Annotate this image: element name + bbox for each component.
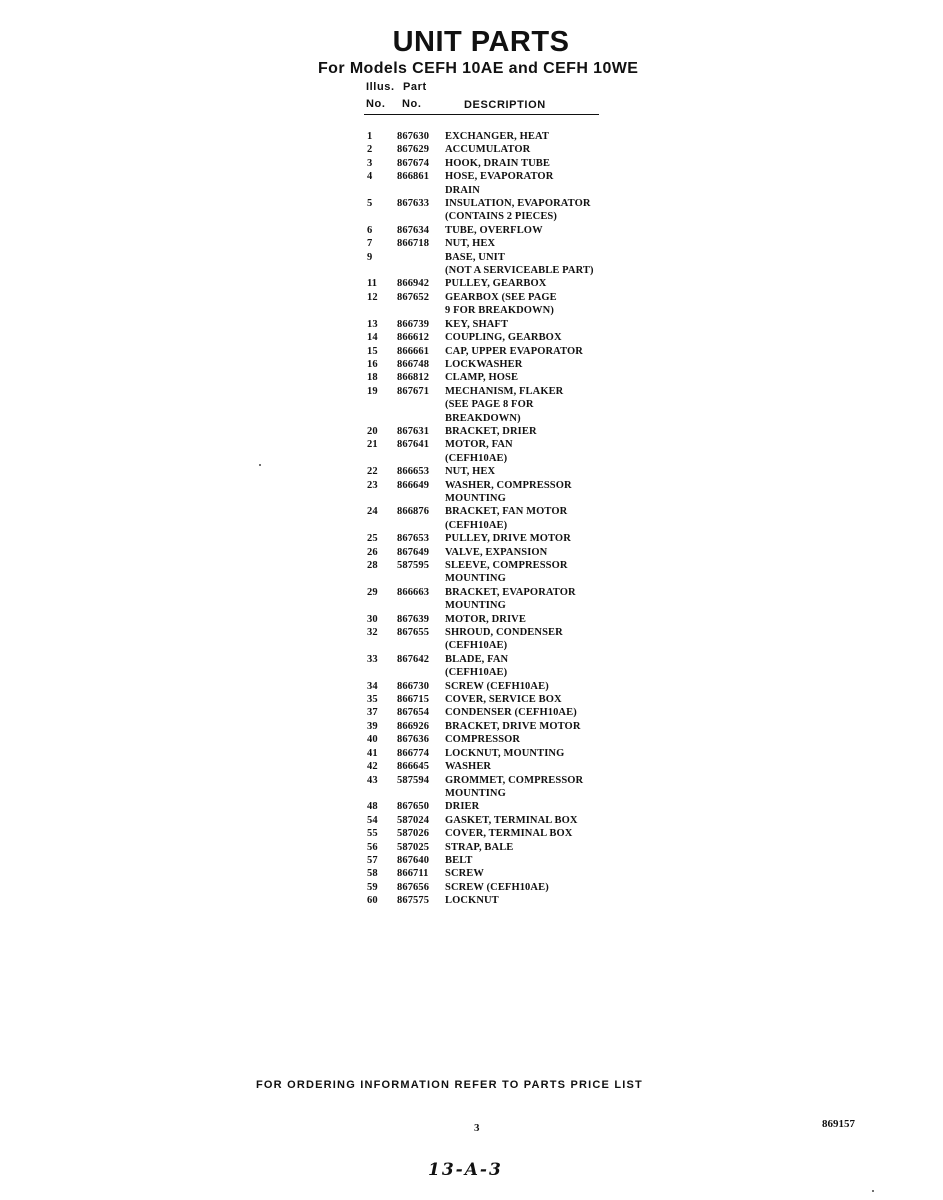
part-number: 866612 bbox=[397, 332, 430, 344]
illus-number: 14 bbox=[367, 332, 378, 344]
table-row bbox=[366, 130, 626, 143]
part-number: 867655 bbox=[397, 627, 430, 639]
part-number: 866661 bbox=[397, 345, 430, 357]
part-number: 867639 bbox=[397, 613, 430, 625]
part-description: BRACKET, FAN MOTOR (CEFH10AE) bbox=[445, 506, 568, 531]
part-description: GASKET, TERMINAL BOX bbox=[445, 814, 578, 826]
part-number: 587595 bbox=[397, 560, 430, 571]
illus-number: 2 bbox=[367, 144, 373, 156]
illus-number: 57 bbox=[367, 854, 378, 866]
table-row bbox=[366, 827, 626, 840]
table-row bbox=[366, 720, 626, 733]
part-number: 867674 bbox=[397, 157, 430, 169]
illus-number: 54 bbox=[367, 814, 378, 826]
parts-list bbox=[366, 130, 626, 908]
part-description: WASHER bbox=[445, 761, 492, 773]
handwritten-note: 13-A-3 bbox=[428, 1160, 503, 1180]
illus-number: 9 bbox=[367, 251, 373, 263]
illus-number: 23 bbox=[367, 479, 378, 491]
table-row bbox=[366, 224, 626, 237]
table-row bbox=[366, 693, 626, 706]
part-description: BELT bbox=[445, 854, 473, 866]
table-row bbox=[366, 867, 626, 880]
part-description: EXCHANGER, HEAT bbox=[445, 131, 549, 142]
table-row bbox=[366, 559, 626, 586]
part-description: ACCUMULATOR bbox=[445, 144, 531, 156]
table-row bbox=[366, 626, 626, 653]
table-row bbox=[366, 425, 626, 438]
part-number: 867650 bbox=[397, 801, 430, 813]
table-row bbox=[366, 438, 626, 465]
part-number: 866715 bbox=[397, 694, 430, 706]
part-description: LOCKNUT bbox=[445, 895, 499, 907]
part-description: DRIER bbox=[445, 801, 480, 813]
table-row bbox=[366, 854, 626, 867]
table-row bbox=[366, 760, 626, 773]
part-description: SCREW (CEFH10AE) bbox=[445, 680, 549, 692]
part-number: 866653 bbox=[397, 466, 430, 478]
part-description: INSULATION, EVAPORATOR (CONTAINS 2 PIECES) bbox=[445, 198, 591, 223]
part-description: BRACKET, EVAPORATOR MOUNTING bbox=[445, 586, 576, 612]
part-number: 867575 bbox=[397, 895, 430, 907]
illus-number: 21 bbox=[367, 439, 378, 451]
part-number: 866645 bbox=[397, 761, 430, 773]
part-number bbox=[397, 251, 445, 278]
illus-number: 32 bbox=[367, 627, 378, 639]
illus-number: 34 bbox=[367, 680, 378, 692]
table-row bbox=[366, 841, 626, 854]
part-description: SCREW (CEFH10AE) bbox=[445, 881, 549, 893]
illus-number: 20 bbox=[367, 425, 378, 437]
document-number: 869157 bbox=[822, 1118, 855, 1130]
part-number: 587594 bbox=[397, 774, 430, 786]
scan-speck bbox=[259, 464, 261, 466]
illus-number: 56 bbox=[367, 841, 378, 853]
illus-number: 11 bbox=[367, 278, 378, 290]
table-row bbox=[366, 385, 626, 425]
part-number: 867642 bbox=[397, 653, 430, 665]
table-row bbox=[366, 881, 626, 894]
illus-number: 16 bbox=[367, 358, 378, 370]
part-description: NUT, HEX bbox=[445, 466, 496, 478]
part-number: 867654 bbox=[397, 707, 430, 719]
table-row bbox=[366, 505, 626, 532]
part-description: MOTOR, FAN (CEFH10AE) bbox=[445, 439, 513, 464]
illus-number: 42 bbox=[367, 761, 378, 773]
illus-number: 59 bbox=[367, 881, 378, 893]
table-row bbox=[366, 706, 626, 719]
part-description: COVER, SERVICE BOX bbox=[445, 694, 562, 706]
part-number: 866774 bbox=[397, 747, 430, 759]
illus-number: 28 bbox=[367, 560, 378, 571]
table-row bbox=[366, 318, 626, 331]
part-number: 866876 bbox=[397, 506, 430, 518]
part-description: HOOK, DRAIN TUBE bbox=[445, 157, 550, 169]
part-number: 867671 bbox=[397, 385, 430, 397]
part-description: STRAP, BALE bbox=[445, 841, 514, 853]
table-row bbox=[366, 774, 626, 801]
illus-number: 18 bbox=[367, 372, 378, 384]
table-row bbox=[366, 586, 626, 613]
part-number: 867640 bbox=[397, 854, 430, 866]
part-number: 867631 bbox=[397, 425, 430, 437]
table-row bbox=[366, 680, 626, 693]
part-description: TUBE, OVERFLOW bbox=[445, 224, 543, 236]
part-description: SLEEVE, COMPRESSOR MOUNTING bbox=[445, 560, 568, 585]
part-description: MECHANISM, FLAKER (SEE PAGE 8 FOR BREAKDOWN) bbox=[445, 385, 564, 424]
table-row bbox=[366, 291, 626, 318]
illus-number: 29 bbox=[367, 586, 378, 598]
part-number: 866861 bbox=[397, 171, 430, 183]
table-row bbox=[366, 345, 626, 358]
table-row bbox=[366, 143, 626, 156]
header-illus: Illus. bbox=[366, 81, 395, 93]
part-description: BRACKET, DRIER bbox=[445, 425, 537, 437]
table-row bbox=[366, 814, 626, 827]
table-row bbox=[366, 733, 626, 746]
scan-speck bbox=[872, 1190, 874, 1192]
page-title: UNIT PARTS bbox=[392, 26, 570, 58]
illus-number: 33 bbox=[367, 653, 378, 665]
table-row bbox=[366, 465, 626, 478]
illus-number: 39 bbox=[367, 720, 378, 732]
part-description: SCREW bbox=[445, 868, 485, 880]
part-description: MOTOR, DRIVE bbox=[445, 613, 526, 625]
illus-number: 12 bbox=[367, 291, 378, 303]
part-description: CLAMP, HOSE bbox=[445, 372, 519, 384]
header-part: Part bbox=[403, 81, 427, 93]
header-rule bbox=[364, 114, 599, 115]
part-description: LOCKNUT, MOUNTING bbox=[445, 747, 565, 759]
illus-number: 35 bbox=[367, 694, 378, 706]
table-row bbox=[366, 237, 626, 250]
ordering-note: FOR ORDERING INFORMATION REFER TO PARTS PRICE LIST bbox=[256, 1079, 643, 1091]
table-row bbox=[366, 371, 626, 384]
illus-number: 13 bbox=[367, 318, 378, 330]
part-description: GEARBOX (SEE PAGE 9 FOR BREAKDOWN) bbox=[445, 291, 557, 317]
illus-number: 1 bbox=[367, 131, 373, 142]
illus-number: 55 bbox=[367, 828, 378, 840]
part-number: 587025 bbox=[397, 841, 430, 853]
part-number: 867653 bbox=[397, 533, 430, 545]
part-description: COUPLING, GEARBOX bbox=[445, 332, 562, 344]
part-number: 587026 bbox=[397, 828, 430, 840]
part-number: 866711 bbox=[397, 868, 429, 880]
illus-number: 19 bbox=[367, 385, 378, 397]
part-number: 866718 bbox=[397, 238, 430, 250]
part-description: CAP, UPPER EVAPORATOR bbox=[445, 345, 583, 357]
part-number: 867633 bbox=[397, 198, 430, 210]
part-number: 866739 bbox=[397, 318, 430, 330]
part-number: 587024 bbox=[397, 814, 430, 826]
part-description: CONDENSER (CEFH10AE) bbox=[445, 707, 577, 719]
page-subtitle: For Models CEFH 10AE and CEFH 10WE bbox=[318, 60, 639, 77]
illus-number: 60 bbox=[367, 895, 378, 907]
page-number: 3 bbox=[474, 1122, 480, 1134]
illus-number: 25 bbox=[367, 533, 378, 545]
illus-number: 40 bbox=[367, 734, 378, 746]
part-number: 867634 bbox=[397, 224, 430, 236]
table-row bbox=[366, 157, 626, 170]
part-number: 867629 bbox=[397, 144, 430, 156]
illus-number: 7 bbox=[367, 238, 373, 250]
header-part-no: No. bbox=[402, 98, 422, 110]
illus-number: 15 bbox=[367, 345, 378, 357]
part-description: COMPRESSOR bbox=[445, 734, 521, 746]
part-description: LOCKWASHER bbox=[445, 358, 523, 370]
table-row bbox=[366, 653, 626, 680]
header-illus-no: No. bbox=[366, 98, 386, 110]
table-row bbox=[366, 479, 626, 506]
part-description: KEY, SHAFT bbox=[445, 318, 509, 330]
part-number: 866663 bbox=[397, 586, 430, 598]
part-description: COVER, TERMINAL BOX bbox=[445, 828, 573, 840]
table-row bbox=[366, 251, 626, 278]
part-number: 867656 bbox=[397, 881, 430, 893]
table-row bbox=[366, 613, 626, 626]
part-number: 866926 bbox=[397, 720, 430, 732]
header-description: DESCRIPTION bbox=[464, 99, 546, 111]
table-row bbox=[366, 800, 626, 813]
table-row bbox=[366, 331, 626, 344]
part-description: VALVE, EXPANSION bbox=[445, 546, 548, 558]
table-row bbox=[366, 546, 626, 559]
part-number: 866812 bbox=[397, 372, 430, 384]
illus-number: 41 bbox=[367, 747, 378, 759]
table-row bbox=[366, 532, 626, 545]
part-description: NUT, HEX bbox=[445, 238, 496, 250]
part-number: 866748 bbox=[397, 358, 430, 370]
part-number: 867649 bbox=[397, 546, 430, 558]
illus-number: 6 bbox=[367, 224, 373, 236]
part-number: 867641 bbox=[397, 439, 430, 451]
table-row bbox=[366, 894, 626, 907]
table-row bbox=[366, 747, 626, 760]
part-description: PULLEY, DRIVE MOTOR bbox=[445, 533, 571, 545]
part-description: GROMMET, COMPRESSOR MOUNTING bbox=[445, 774, 584, 799]
illus-number: 43 bbox=[367, 774, 378, 786]
table-row bbox=[366, 170, 626, 197]
part-description: BASE, UNIT (NOT A SERVICEABLE PART) bbox=[445, 251, 594, 277]
part-description: WASHER, COMPRESSOR MOUNTING bbox=[445, 479, 572, 504]
part-description: BLADE, FAN (CEFH10AE) bbox=[445, 653, 509, 679]
illus-number: 58 bbox=[367, 868, 378, 880]
part-description: BRACKET, DRIVE MOTOR bbox=[445, 720, 581, 732]
part-number: 867636 bbox=[397, 734, 430, 746]
part-number: 866730 bbox=[397, 680, 430, 692]
illus-number: 5 bbox=[367, 198, 373, 210]
illus-number: 3 bbox=[367, 157, 373, 169]
illus-number: 4 bbox=[367, 171, 373, 183]
part-description: PULLEY, GEARBOX bbox=[445, 278, 547, 290]
part-number: 866942 bbox=[397, 278, 430, 290]
part-number: 867652 bbox=[397, 291, 430, 303]
illus-number: 37 bbox=[367, 707, 378, 719]
part-description: HOSE, EVAPORATOR DRAIN bbox=[445, 171, 554, 196]
table-row bbox=[366, 358, 626, 371]
illus-number: 26 bbox=[367, 546, 378, 558]
illus-number: 30 bbox=[367, 613, 378, 625]
part-description: SHROUD, CONDENSER (CEFH10AE) bbox=[445, 627, 563, 652]
illus-number: 48 bbox=[367, 801, 378, 813]
part-number: 867630 bbox=[397, 131, 430, 142]
table-row bbox=[366, 277, 626, 290]
illus-number: 24 bbox=[367, 506, 378, 518]
illus-number: 22 bbox=[367, 466, 378, 478]
table-row bbox=[366, 197, 626, 224]
part-number: 866649 bbox=[397, 479, 430, 491]
